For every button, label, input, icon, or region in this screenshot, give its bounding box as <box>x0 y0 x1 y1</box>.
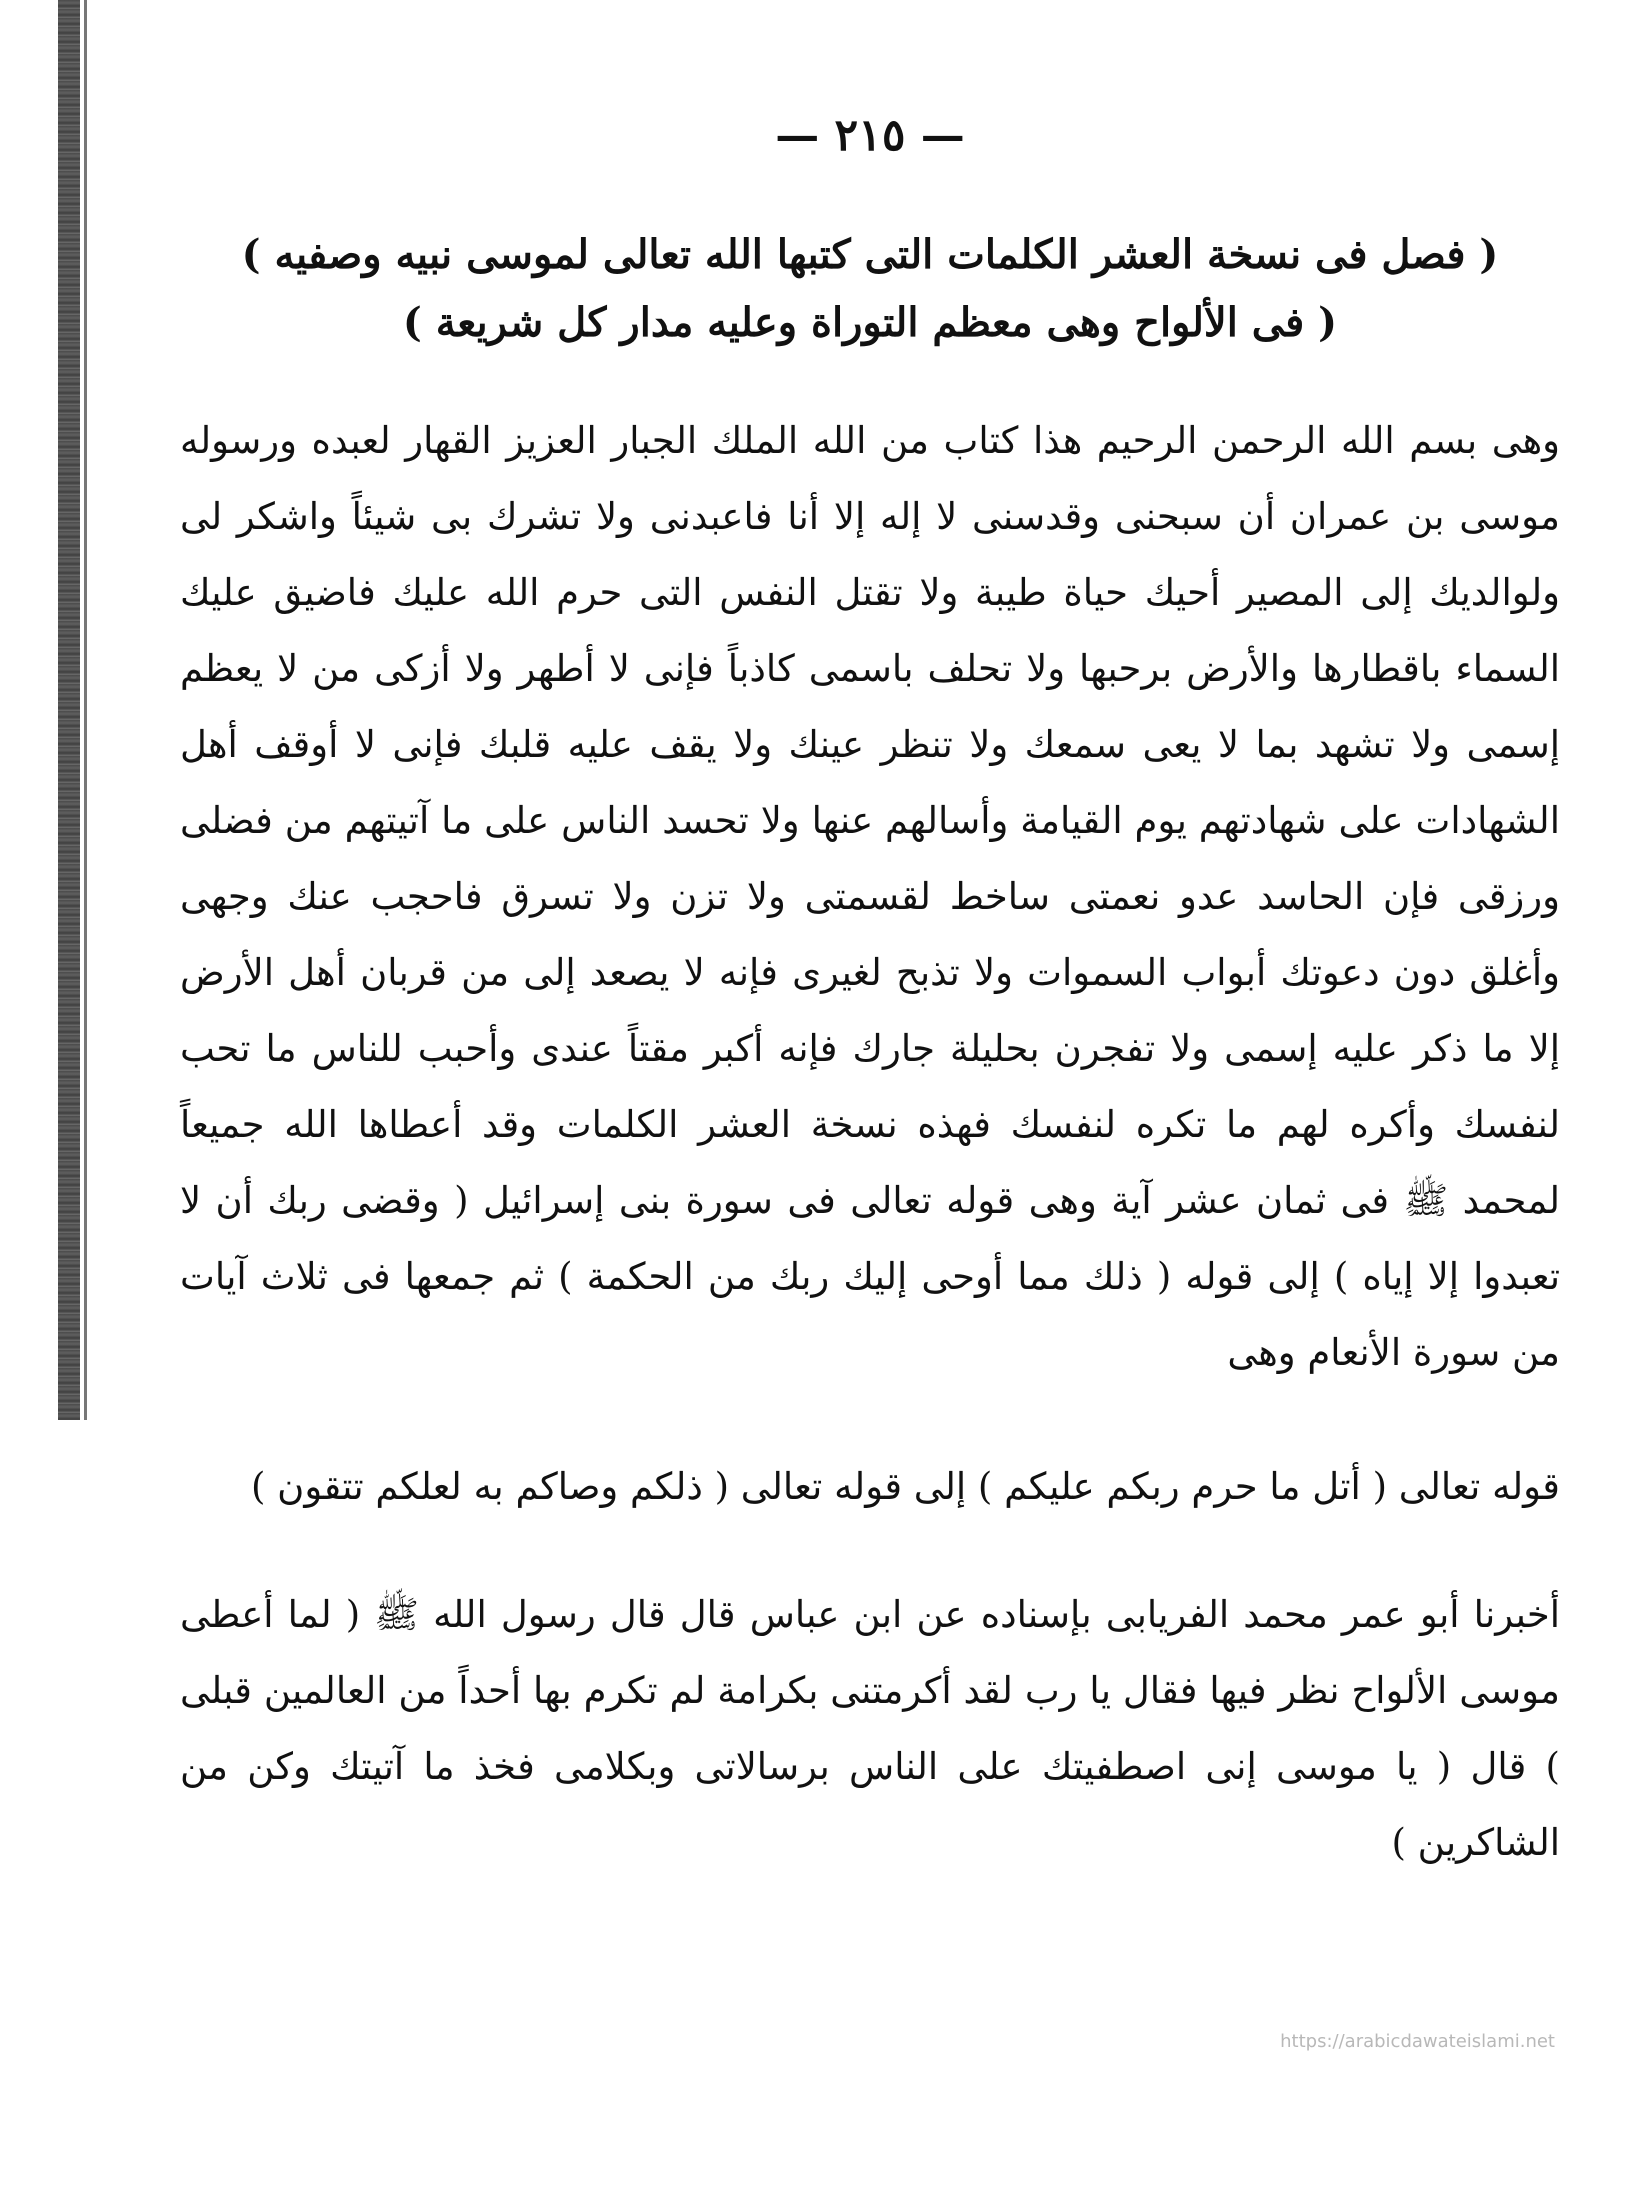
page-number: — ٢١٥ — <box>775 110 965 161</box>
main-paragraph: وهى بسم الله الرحمن الرحيم هذا كتاب من الله الملك الجبار العزيز القهار لعبده ورسوله موسى بن عمران أن سبحنى وقدسنى لا إله إلا أنا فاعبدنى ولا تشرك بى شيئاً واشكر لى ولوالديك إلى المصير أحيك حياة طيبة ولا تقتل النفس التى حرم الله عليك فاضيق عليك السماء باقطارها والأرض برحبها ولا تحلف باسمى كاذباً فإنى لا أطهر ولا أزكى من لا يعظم إسمى ولا تشهد بما لا يعى سمعك ولا تنظر عينك ولا يقف عليه قلبك فإنى لا أوقف أهل الشهادات على شهادتهم يوم القيامة وأسالهم عنها ولا تحسد الناس على ما آتيتهم من فضلى ورزقى فإن الحاسد عدو نعمتى ساخط لقسمتى ولا تزن ولا تسرق فاحجب عنك وجهى وأغلق دون دعوتك أبواب السموات ولا تذبح لغيرى فإنه لا يصعد إلى من قربان أهل الأرض إلا ما ذكر عليه إسمى ولا تفجرن بحليلة جارك فإنه أكبر مقتاً عندى وأحبب للناس ما تحب لنفسك وأكره لهم ما تكره لنفسك فهذه نسخة العشر الكلمات وقد أعطاها الله جميعاً لمحمد ﷺ فى ثمان عشر آية وهى قوله تعالى فى سورة بنى إسرائيل ( وقضى ربك أن لا تعبدوا إلا إياه ) إلى قوله ( ذلك مما أوحى إليك ربك من الحكمة ) ثم جمعها فى ثلاث آيات من سورة الأنعام وهى <box>180 419 1560 1374</box>
document-page <box>180 110 1560 1881</box>
scan-binding-line <box>84 0 87 1420</box>
watermark-url: https://arabicdawateislami.net <box>1280 2031 1555 2052</box>
heading-line-2: ( فى الألواح وهى معظم التوراة وعليه مدار كل شريعة ) <box>402 299 1338 346</box>
verse-paragraph: قوله تعالى ( أتل ما حرم ربكم عليكم ) إلى قوله تعالى ( ذلكم وصاكم به لعلكم تتقون ) <box>250 1465 1560 1508</box>
chapter-heading <box>180 221 1560 357</box>
hadith-paragraph: أخبرنا أبو عمر محمد الفريابى بإسناده عن ابن عباس قال قال رسول الله ﷺ ( لما أعطى موسى الألواح نظر فيها فقال يا رب لقد أكرمتنى بكرامة لم تكرم بها أحداً من العالمين قبلى ) قال ( يا موسى إنى اصطفيتك على الناس برسالاتى وبكلامى فخذ ما آتيتك وكن من الشاكرين ) <box>180 1593 1560 1864</box>
heading-line-1: ( فصل فى نسخة العشر الكلمات التى كتبها الله تعالى لموسى نبيه وصفيه ) <box>241 231 1499 278</box>
scan-binding-edge <box>58 0 80 1420</box>
